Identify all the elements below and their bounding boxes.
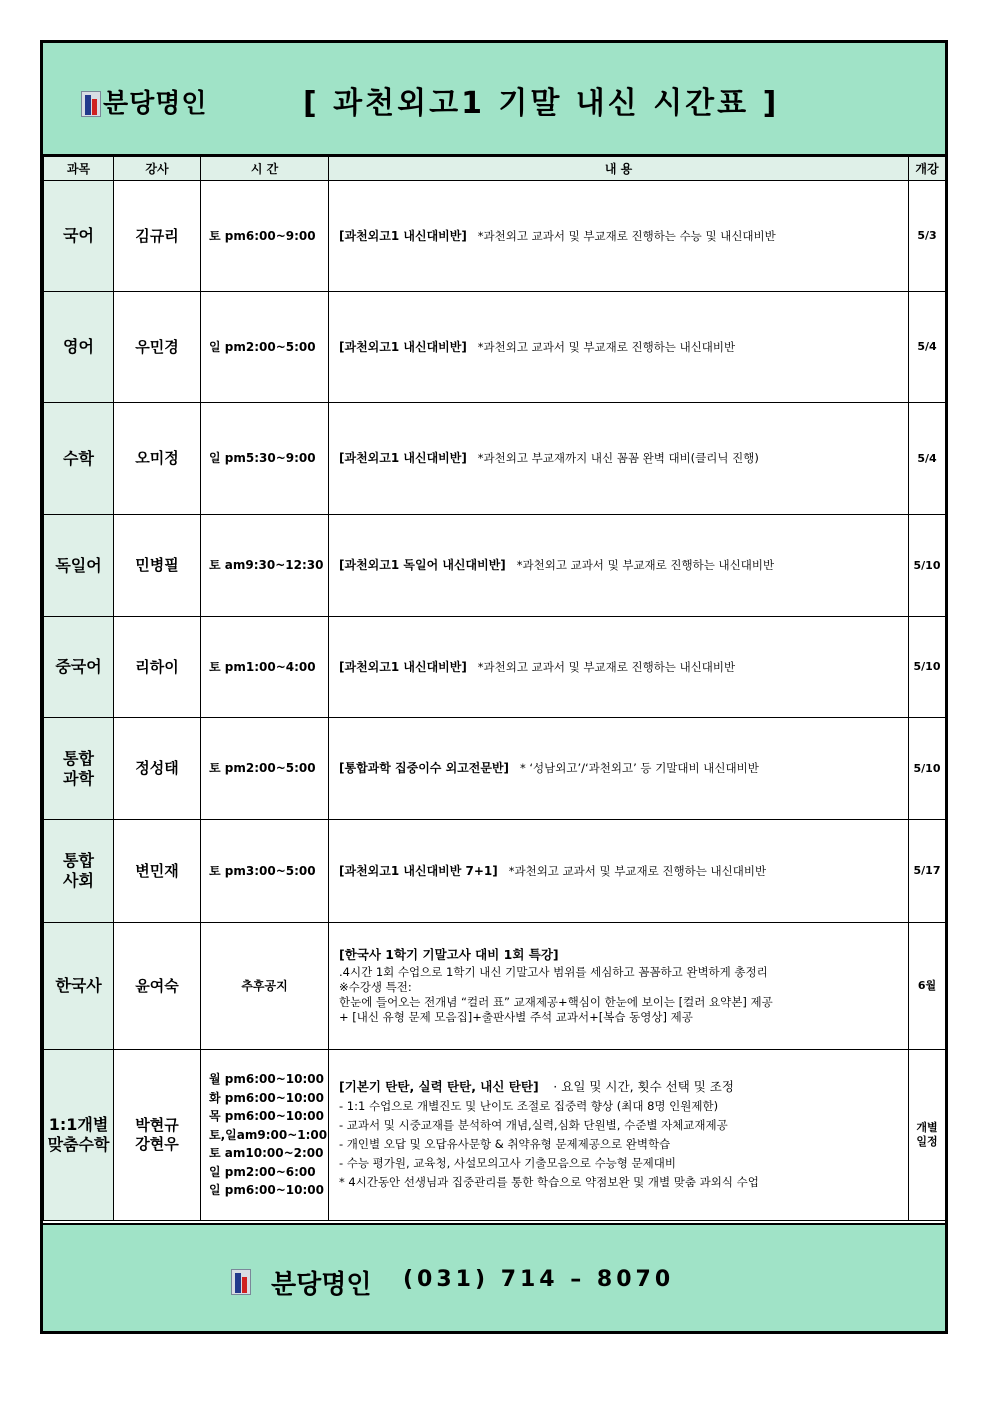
teacher-cell — [114, 923, 201, 1050]
content-cell — [329, 515, 909, 617]
start-date-cell — [909, 292, 946, 403]
content-cell — [329, 292, 909, 403]
content-cell — [329, 1050, 909, 1221]
content-line — [339, 761, 908, 776]
time-cell-line: 토 pm6:00~9:00 — [209, 228, 316, 243]
teacher-cell-line: 변민재 — [135, 861, 179, 880]
content-head-line — [339, 947, 908, 963]
subject-cell — [44, 403, 114, 515]
teacher-cell — [114, 718, 201, 820]
table-row — [44, 820, 946, 923]
table-row — [44, 923, 946, 1050]
content-line: .4시간 1회 수업으로 1학기 내신 기말고사 범위를 세심하고 꼼꼼하고 완벽하게 총정리 — [339, 965, 768, 979]
course-description: *과천외고 교과서 및 부교재로 진행하는 내신대비반 — [516, 558, 775, 572]
start-date-cell-line: 5/10 — [913, 660, 941, 673]
teacher-cell — [114, 617, 201, 718]
start-date-cell — [909, 718, 946, 820]
teacher-cell — [114, 181, 201, 292]
time-cell — [201, 515, 329, 617]
start-date-cell-line: 일정 — [916, 1135, 938, 1148]
teacher-cell-line: 강현우 — [135, 1135, 179, 1153]
start-date-cell-line: 5/3 — [917, 229, 937, 242]
course-description: *과천외고 교과서 및 부교재로 진행하는 내신대비반 — [477, 659, 736, 674]
subject-cell-line: 영어 — [63, 337, 94, 356]
subject-cell — [44, 617, 114, 718]
column-header-content: 내 용 — [329, 157, 909, 181]
time-cell-line: 추후공지 — [241, 978, 288, 993]
time-cell-line: 토 am10:00~2:00 — [209, 1146, 324, 1161]
time-cell-line: 일 pm2:00~5:00 — [209, 339, 316, 354]
column-header-subject: 과목 — [44, 157, 114, 181]
teacher-cell-line: 오미정 — [135, 449, 179, 467]
teacher-cell-line: 민병필 — [135, 556, 179, 574]
content-line: ※수강생 특전: — [339, 980, 412, 994]
start-date-cell — [909, 181, 946, 292]
subject-cell — [44, 820, 114, 923]
subject-cell-line: 국어 — [63, 226, 94, 245]
time-cell — [201, 181, 329, 292]
teacher-cell-line: 리하이 — [135, 657, 179, 676]
subject-cell-line: 통합 — [63, 748, 94, 768]
content-line: + [내신 유형 문제 모음집]+출판사별 주석 교과서+[복습 동영상] 제공 — [339, 1010, 693, 1024]
start-date-cell — [909, 923, 946, 1050]
content-line: - 수능 평가원, 교육청, 사설모의고사 기출모음으로 수능형 문제대비 — [339, 1155, 676, 1170]
course-name: [과천외고1 내신대비반 7+1] — [339, 863, 498, 878]
start-date-cell-line: 5/4 — [917, 340, 937, 353]
teacher-cell-line: 우민경 — [135, 337, 179, 356]
phone-number: (031) 714 – 8070 — [403, 1267, 675, 1292]
academy-logo-icon — [81, 91, 101, 117]
content-line — [339, 864, 908, 879]
content-line — [339, 558, 908, 573]
start-date-cell — [909, 515, 946, 617]
content-cell — [329, 820, 909, 923]
start-date-cell-line: 5/10 — [913, 558, 941, 572]
time-cell-line: 화 pm6:00~10:00 — [209, 1090, 324, 1105]
time-cell-line: 목 pm6:00~10:00 — [209, 1109, 324, 1124]
start-date-cell-line: 5/10 — [913, 761, 941, 775]
teacher-cell — [114, 403, 201, 515]
time-cell-line: 토 pm3:00~5:00 — [209, 863, 316, 878]
teacher-cell-line: 윤여숙 — [135, 976, 179, 995]
header-banner — [43, 43, 945, 156]
teacher-cell — [114, 820, 201, 923]
course-note: · 요일 및 시간, 횟수 선택 및 조정 — [553, 1078, 734, 1094]
teacher-cell — [114, 515, 201, 617]
subject-cell-line: 과학 — [63, 768, 94, 788]
start-date-cell-line: 5/4 — [917, 451, 937, 465]
start-date-cell — [909, 1050, 946, 1221]
start-date-cell — [909, 403, 946, 515]
course-description: *과천외고 부교재까지 내신 꼼꼼 완벽 대비(클리닉 진행) — [477, 451, 759, 465]
subject-cell-line: 사회 — [63, 871, 94, 890]
subject-cell-line: 중국어 — [55, 657, 102, 676]
start-date-cell — [909, 820, 946, 923]
time-cell — [201, 820, 329, 923]
time-cell — [201, 403, 329, 515]
content-cell — [329, 617, 909, 718]
content-line — [339, 451, 908, 466]
time-cell — [201, 1050, 329, 1221]
teacher-cell-line: 박현규 — [135, 1116, 179, 1134]
table-row — [44, 718, 946, 820]
content-line — [339, 340, 908, 355]
teacher-cell — [114, 292, 201, 403]
subject-cell — [44, 718, 114, 820]
time-cell-line: 일 pm5:30~9:00 — [209, 451, 316, 466]
content-line: * 4시간동안 선생님과 집중관리를 통한 학습으로 약점보완 및 개별 맞춤 과외식 수업 — [339, 1174, 759, 1189]
course-description: *과천외고 교과서 및 부교재로 진행하는 내신대비반 — [477, 339, 736, 354]
time-cell-line: 토 am9:30~12:30 — [209, 558, 324, 573]
table-row — [44, 617, 946, 718]
table-row — [44, 515, 946, 617]
content-cell — [329, 181, 909, 292]
content-head-line — [339, 1079, 908, 1095]
time-cell-line: 일 pm2:00~6:00 — [209, 1164, 316, 1179]
course-name: [기본기 탄탄, 실력 탄탄, 내신 탄탄] — [339, 1078, 539, 1094]
course-name: [한국사 1학기 기말고사 대비 1회 특강] — [339, 947, 559, 962]
subject-cell — [44, 181, 114, 292]
content-cell — [329, 718, 909, 820]
subject-cell-line: 맞춤수학 — [47, 1135, 110, 1154]
column-header-start: 개강 — [909, 157, 946, 181]
course-name: [과천외고1 독일어 내신대비반] — [339, 558, 506, 572]
subject-cell-line: 한국사 — [55, 976, 102, 995]
academy-logo-icon — [231, 1269, 251, 1295]
time-cell-line: 토 pm2:00~5:00 — [209, 761, 316, 776]
content-line: - 개인별 오답 및 오답유사문항 & 취약유형 문제제공으로 완벽학습 — [339, 1136, 671, 1151]
course-name: [과천외고1 내신대비반] — [339, 451, 467, 465]
teacher-cell-line: 김규리 — [135, 226, 179, 245]
time-cell-line: 토 pm1:00~4:00 — [209, 659, 316, 674]
time-cell-line: 월 pm6:00~10:00 — [209, 1072, 324, 1087]
teacher-cell-line: 정성태 — [135, 759, 179, 777]
subject-cell-line: 독일어 — [55, 555, 102, 575]
course-name: [과천외고1 내신대비반] — [339, 339, 467, 354]
course-description: *과천외고 교과서 및 부교재로 진행하는 수능 및 내신대비반 — [477, 228, 776, 243]
course-name: [과천외고1 내신대비반] — [339, 659, 467, 674]
timetable-sheet — [40, 40, 948, 1334]
time-cell — [201, 923, 329, 1050]
subject-cell — [44, 1050, 114, 1221]
subject-cell — [44, 923, 114, 1050]
start-date-cell — [909, 617, 946, 718]
time-cell — [201, 718, 329, 820]
column-header-time: 시 간 — [201, 157, 329, 181]
course-description: * ‘성남외고’/‘과천외고’ 등 기말대비 내신대비반 — [520, 761, 759, 775]
table-row — [44, 1050, 946, 1221]
content-cell — [329, 923, 909, 1050]
start-date-cell-line: 6월 — [917, 979, 937, 992]
content-line — [339, 229, 908, 244]
course-name: [과천외고1 내신대비반] — [339, 228, 467, 243]
time-cell — [201, 617, 329, 718]
subject-cell-line: 수학 — [63, 448, 94, 468]
subject-cell-line: 1:1개별 — [48, 1115, 109, 1134]
table-row — [44, 403, 946, 515]
table-row — [44, 181, 946, 292]
course-description: *과천외고 교과서 및 부교재로 진행하는 내신대비반 — [508, 863, 767, 878]
teacher-cell — [114, 1050, 201, 1221]
table-row — [44, 292, 946, 403]
schedule-table — [43, 156, 946, 1221]
column-header-teacher: 강사 — [114, 157, 201, 181]
brand-name: 분당명인 — [103, 89, 208, 119]
footer-banner — [43, 1223, 945, 1331]
subject-cell-line: 통합 — [63, 851, 94, 870]
footer-brand-name: 분당명인 — [271, 1270, 372, 1300]
content-line: - 1:1 수업으로 개별진도 및 난이도 조절로 집중력 향상 (최대 8명 인원제한) — [339, 1098, 719, 1113]
time-cell — [201, 292, 329, 403]
time-cell-line: 토,일am9:00~1:00 — [209, 1127, 328, 1142]
content-line: - 교과서 및 시중교재를 분석하여 개념,실력,심화 단원별, 수준별 자체교재제공 — [339, 1117, 728, 1132]
course-name: [통합과학 집중이수 외고전문반] — [339, 761, 510, 775]
time-cell-line: 일 pm6:00~10:00 — [209, 1183, 324, 1198]
content-line: 한눈에 들어오는 전개념 “컬러 표” 교재제공+핵심이 한눈에 보이는 [컬러 요약본] 제공 — [339, 995, 773, 1009]
subject-cell — [44, 515, 114, 617]
start-date-cell-line: 5/17 — [913, 864, 941, 877]
table-header-row — [44, 157, 946, 181]
start-date-cell-line: 개별 — [916, 1121, 938, 1134]
content-cell — [329, 403, 909, 515]
page-title: [ 과천외고1 기말 내신 시간표 ] — [303, 86, 780, 121]
content-line — [339, 660, 908, 675]
subject-cell — [44, 292, 114, 403]
